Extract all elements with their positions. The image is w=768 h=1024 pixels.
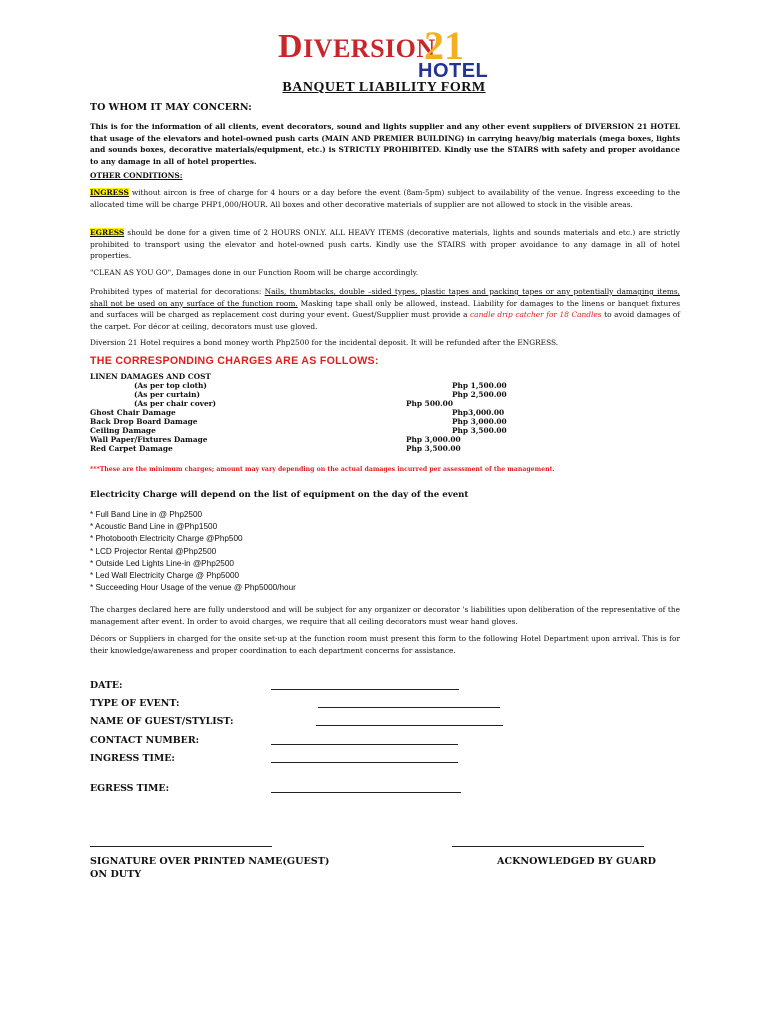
charge-curtain-price: Php 2,500.00 [452, 390, 507, 399]
bond-paragraph: Diversion 21 Hotel requires a bond money worth Php2500 for the incidental deposit. It will be refunded after the ENGRESS. [90, 338, 559, 347]
type-of-event-label: TYPE OF EVENT: [90, 698, 180, 709]
charge-curtain: (As per curtain) [134, 390, 200, 399]
charge-chair-cover-price: Php 500.00 [406, 399, 453, 408]
minimum-charges-note: ***These are the minimum charges; amount may vary depending on the actual damages incurred per assessment of the management. [90, 466, 555, 473]
list-item: * Photobooth Electricity Charge @Php500 [90, 534, 243, 544]
charge-top-cloth-price: Php 1,500.00 [452, 381, 507, 390]
logo-subtitle: HOTEL [418, 60, 489, 82]
list-item: * Led Wall Electricity Charge @ Php5000 [90, 571, 240, 581]
candle-note: candle drip catcher for 18 Candles [470, 310, 602, 320]
charge-top-cloth: (As per top cloth) [134, 381, 207, 390]
date-field[interactable] [271, 689, 459, 690]
charge-ghost-chair: Ghost Chair Damage [90, 408, 176, 417]
guard-signature-label-cont: ON DUTY [90, 869, 142, 880]
prohibited-paragraph: Prohibited types of material for decorations: Nails, thumbtacks, double –sided types, plastic tapes and packing tapes or any potentially damaging items, shall not be used on any surface of the function room. Masking tape shall only be allowed, instead. Liability for damages to the linens or banquet fixtures and surfaces will be charged as replacement cost during your event. Guest/Supplier must provide a candle drip catcher for 18 Candles to avoid damages of the carpet. For décor at ceiling, decorators must use gloved. [90, 287, 681, 331]
guest-signature-line[interactable] [90, 846, 272, 847]
charge-ceiling-price: Php 3,500.00 [452, 426, 507, 435]
charge-red-carpet-price: Php 3,500.00 [406, 444, 461, 453]
guest-name-label: NAME OF GUEST/STYLIST: [90, 716, 234, 727]
contact-number-field[interactable] [271, 744, 458, 745]
ingress-time-label: INGRESS TIME: [90, 753, 175, 764]
charge-wall-paper-price: Php 3,000.00 [406, 435, 461, 444]
charge-red-carpet: Red Carpet Damage [90, 444, 173, 453]
guest-signature-label: SIGNATURE OVER PRINTED NAME(GUEST) [90, 856, 330, 867]
guard-signature-label: ACKNOWLEDGED BY GUARD [497, 856, 656, 867]
intro-paragraph: This is for the information of all clients, event decorators, sound and lights supplier and any other event suppliers of DIVERSION 21 HOTEL that usage of the elevators and hotel-owned push carts (MAIN AND PREMIER BUILDING) in carrying heavy/big materials (mega boxes, lights and sounds boxes, decorative materials/equipment, etc.) is STRICTLY PROHIBITED. Kindly use the STAIRS with safety and proper avoidance to any damage in all of hotel properties. [90, 122, 680, 166]
list-item: * Outside Led Lights Line-in @Php2500 [90, 558, 234, 568]
electricity-list [90, 509, 296, 594]
ingress-label: INGRESS [90, 188, 129, 197]
charge-ghost-chair-price: Php3,000.00 [452, 408, 505, 417]
hotel-logo [0, 14, 768, 82]
declaration-paragraph: The charges declared here are fully understood and will be subject for any organizer or decorator 's liabilities upon deliberation of the representative of the management after event. In order to avoid charges, we require that all ceiling decorators must wear hand gloves. [90, 605, 680, 626]
linen-heading: LINEN DAMAGES AND COST [90, 372, 211, 381]
egress-label: EGRESS [90, 228, 125, 237]
charge-back-drop-price: Php 3,000.00 [452, 417, 507, 426]
type-of-event-field[interactable] [318, 707, 500, 708]
greeting: TO WHOM IT MAY CONCERN: [90, 102, 252, 113]
ingress-time-field[interactable] [271, 762, 458, 763]
charge-back-drop: Back Drop Board Damage [90, 417, 198, 426]
ingress-paragraph: INGRESS without aircon is free of charge for 4 hours or a day before the event (8am-5pm) subject to availability of the venue. Ingress exceeding to the allocated time will be charge PHP1,000/HOUR. All boxes and other decorative materials of supplier are not allowed to stock in the visible areas. [90, 188, 680, 209]
clean-as-you-go: "CLEAN AS YOU GO", Damages done in our Function Room will be charge accordingly. [90, 268, 419, 277]
date-label: DATE: [90, 680, 123, 691]
egress-paragraph: EGRESS should be done for a given time of 2 HOURS ONLY. ALL HEAVY ITEMS (decorative materials, lights and sounds materials and etc.) are strictly prohibited to transport using the elevator and hotel-owned push carts. Kindly use the STAIRS with proper avoidance to any damage in all of hotel properties. [90, 228, 680, 261]
egress-time-field[interactable] [271, 792, 461, 793]
contact-number-label: CONTACT NUMBER: [90, 735, 200, 746]
guest-name-field[interactable] [316, 725, 503, 726]
charges-heading: THE CORRESPONDING CHARGES ARE AS FOLLOWS: [90, 355, 379, 367]
list-item: * Full Band Line in @ Php2500 [90, 510, 203, 519]
list-item: * Acoustic Band Line in @Php1500 [90, 522, 218, 532]
form-title: BANQUET LIABILITY FORM [282, 80, 486, 95]
logo-number: 21 [424, 23, 464, 68]
charge-chair-cover: (As per chair cover) [134, 399, 217, 408]
charge-ceiling: Ceiling Damage [90, 426, 156, 435]
charge-wall-paper: Wall Paper/Fixtures Damage [90, 435, 208, 444]
guard-signature-line[interactable] [452, 846, 644, 847]
decors-paragraph: Décors or Suppliers in charged for the onsite set-up at the function room must present this form to the following Hotel Department upon arrival. This is for their knowledge/awareness and proper coordination to each department concerns for assistance. [90, 634, 680, 655]
electricity-heading: Electricity Charge will depend on the list of equipment on the day of the event [90, 490, 469, 500]
list-item: * LCD Projector Rental @Php2500 [90, 546, 217, 556]
list-item: * Succeeding Hour Usage of the venue @ Php5000/hour [90, 583, 296, 593]
egress-time-label: EGRESS TIME: [90, 783, 170, 794]
logo-wordmark: DIVERSION [278, 28, 436, 65]
other-conditions-heading: OTHER CONDITIONS: [90, 171, 183, 180]
